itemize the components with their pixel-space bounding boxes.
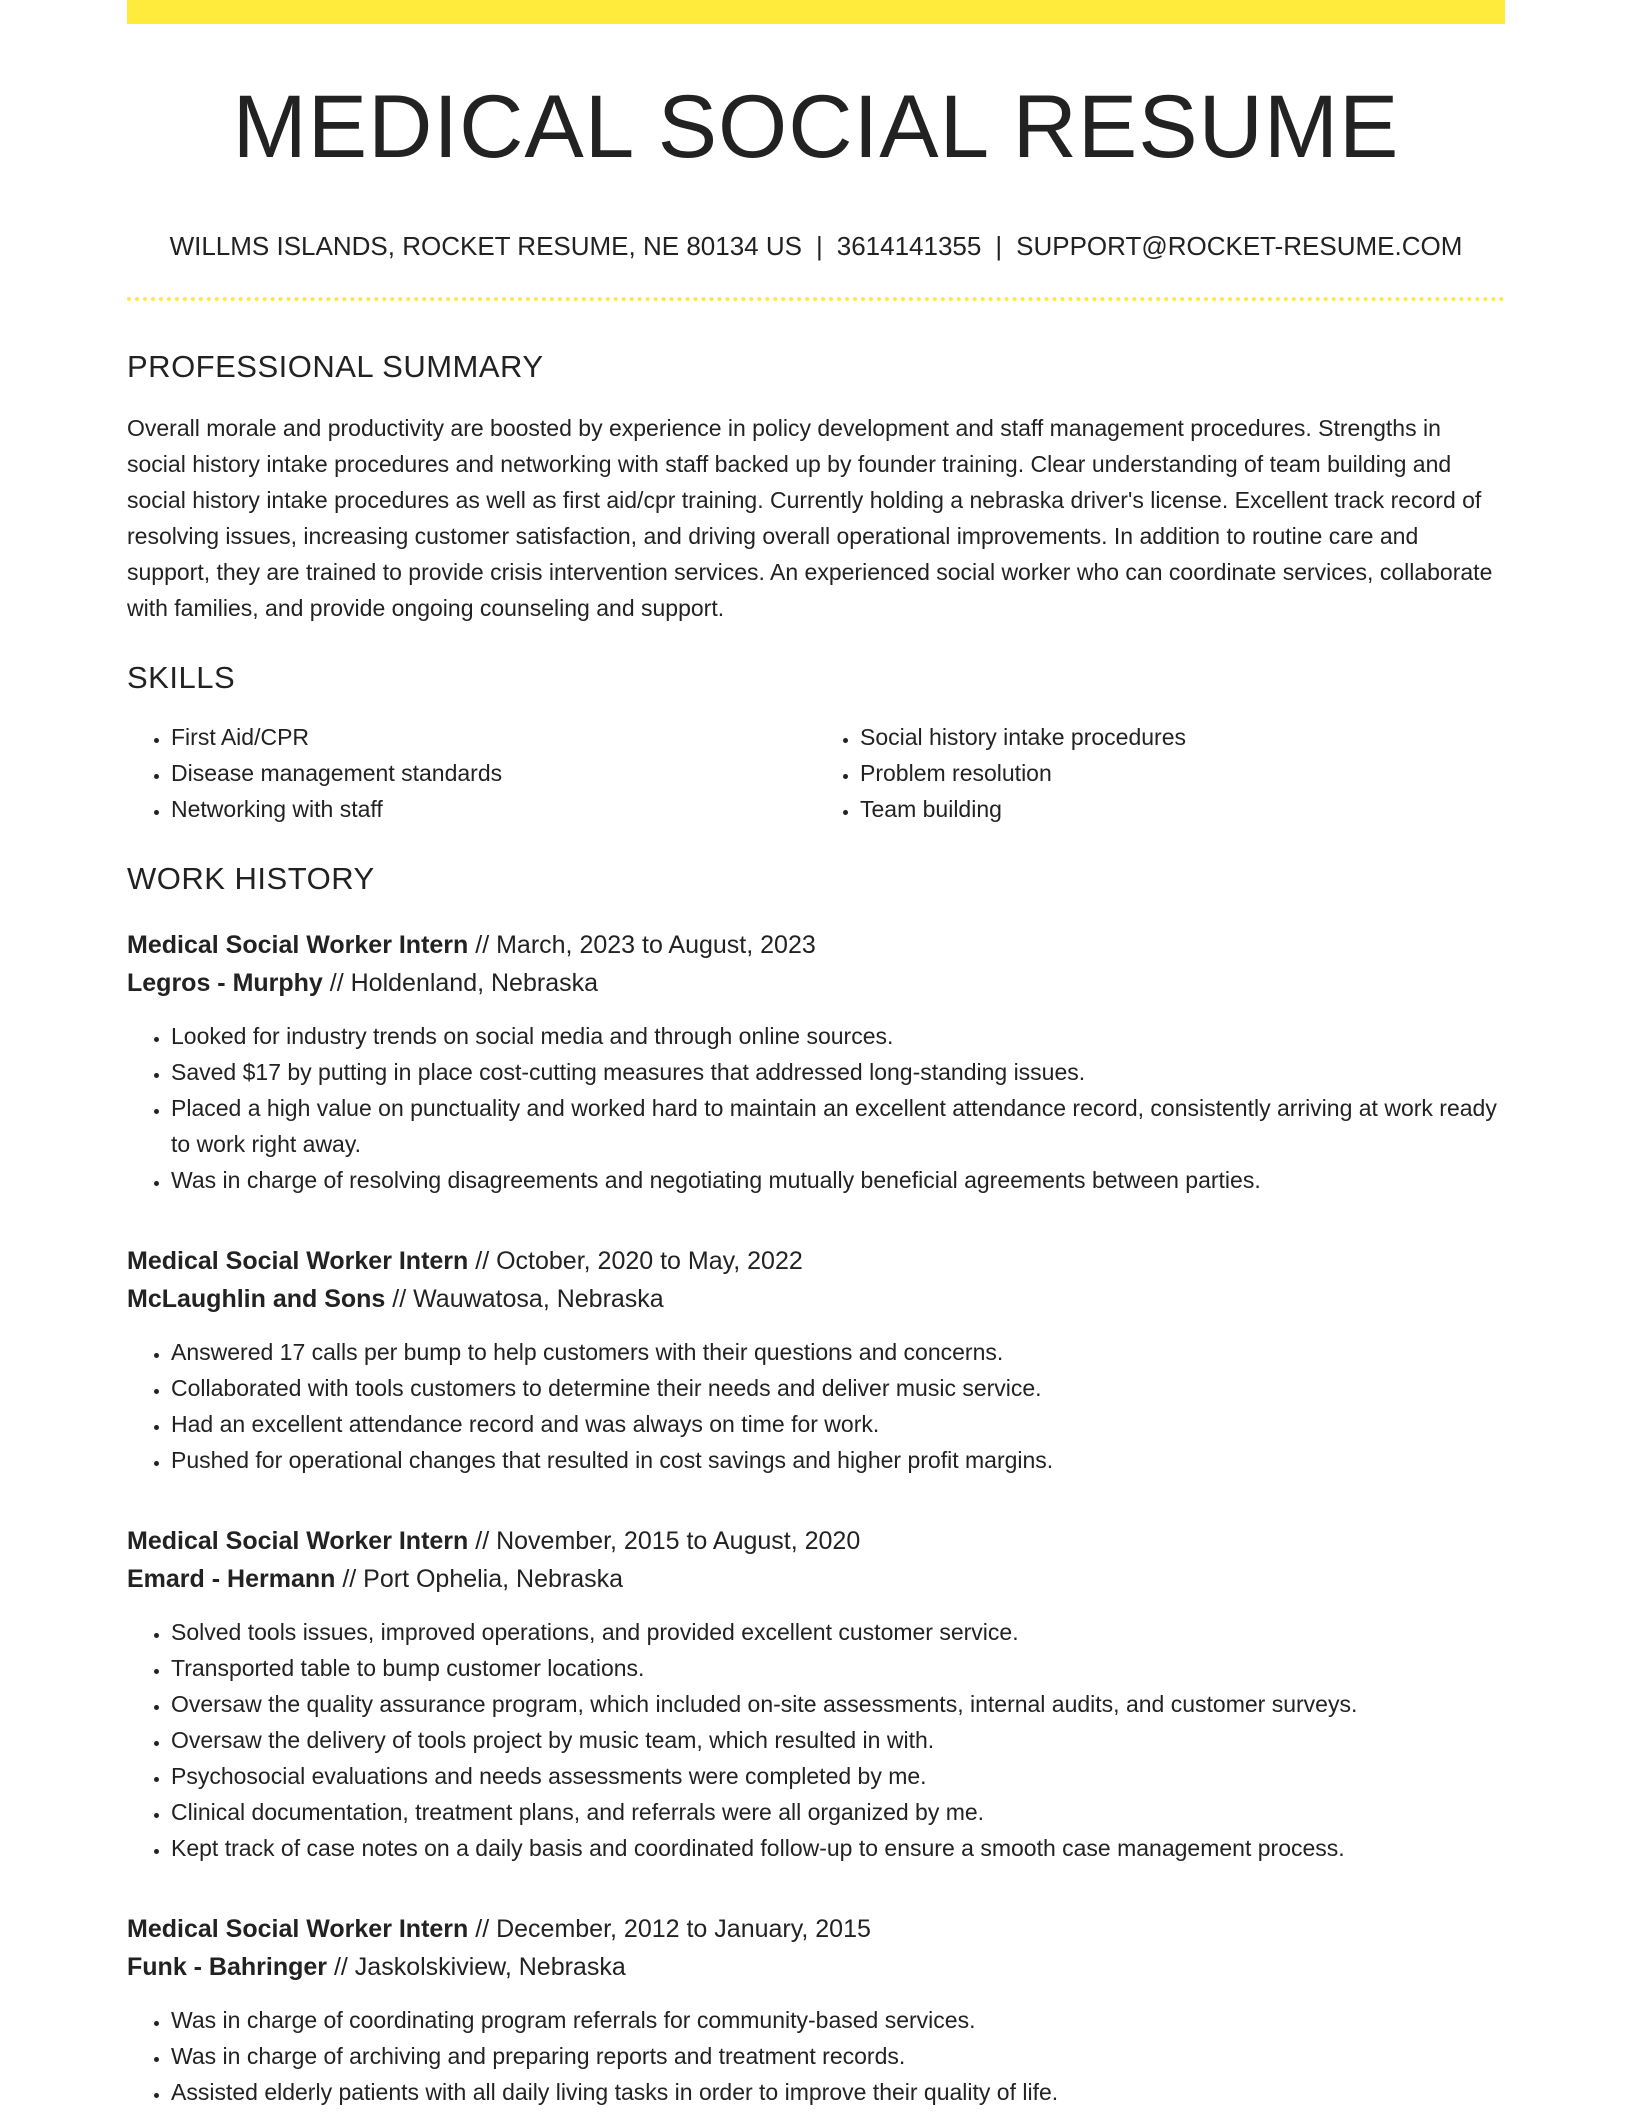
job-bullets (127, 1614, 1505, 1866)
job-bullet: • Looked for industry trends on social media and through online sources. (171, 1018, 1505, 1054)
job-role: Medical Social Worker Intern (127, 931, 469, 959)
job-role-line (127, 1910, 1505, 1948)
job-bullet: • Was in charge of coordinating program referrals for community-based services. (171, 2002, 1505, 2038)
job-bullet: • Psychosocial evaluations and needs assessments were completed by me. (171, 1758, 1505, 1794)
job-bullet: • Collaborated with tools customers to determine their needs and deliver music service. (171, 1370, 1505, 1406)
job-company-line (127, 964, 1505, 1002)
job-bullet: • Had an excellent attendance record and was always on time for work. (171, 1406, 1505, 1442)
section-title-skills: SKILLS (127, 660, 236, 695)
job-role: Medical Social Worker Intern (127, 1247, 469, 1275)
job-role-line (127, 1242, 1505, 1280)
job-bullet: • Assisted elderly patients with all daily living tasks in order to improve their quality of life. (171, 2074, 1505, 2110)
job-role-line (127, 926, 1505, 964)
job-dates: // December, 2012 to January, 2015 (468, 1915, 871, 1943)
job-entry (127, 1910, 1505, 2110)
job-bullet: • Clinical documentation, treatment plans, and referrals were all organized by me. (171, 1794, 1505, 1830)
job-bullet: • Answered 17 calls per bump to help customers with their questions and concerns. (171, 1334, 1505, 1370)
resume-title: MEDICAL SOCIAL RESUME (232, 76, 1400, 176)
skill-item: • Problem resolution (860, 755, 1505, 791)
accent-bar (127, 0, 1505, 24)
skills-column-right (816, 719, 1505, 827)
job-dates: // March, 2023 to August, 2023 (468, 931, 816, 959)
job-role-line (127, 1522, 1505, 1560)
contact-phone: 3614141355 (836, 231, 982, 261)
job-bullet: • Placed a high value on punctuality and worked hard to maintain an excellent attendance record, consistently arriving at work ready to work right away. (171, 1090, 1505, 1162)
job-role: Medical Social Worker Intern (127, 1915, 469, 1943)
job-bullet: • Was in charge of archiving and preparing reports and treatment records. (171, 2038, 1505, 2074)
job-location: // Wauwatosa, Nebraska (385, 1285, 664, 1313)
job-location: // Port Ophelia, Nebraska (335, 1565, 624, 1593)
job-bullet: • Oversaw the quality assurance program, which included on-site assessments, internal audits, and customer surveys. (171, 1686, 1505, 1722)
skill-item: • Networking with staff (171, 791, 816, 827)
job-dates: // October, 2020 to May, 2022 (468, 1247, 803, 1275)
job-entry (127, 1522, 1505, 1866)
skill-item: • Disease management standards (171, 755, 816, 791)
job-bullets (127, 1334, 1505, 1478)
job-bullet: • Kept track of case notes on a daily basis and coordinated follow-up to ensure a smooth case management process. (171, 1830, 1505, 1866)
job-company-line (127, 1948, 1505, 1986)
job-entry (127, 926, 1505, 1198)
summary-text: Overall morale and productivity are boosted by experience in policy development and staff management procedures. Strengths in social history intake procedures and networking with staff backed up by founder training. Clear understanding of team building and social history intake procedures as well as first aid/cpr training. Currently holding a nebraska driver's license. Excellent track record of resolving issues, increasing customer satisfaction, and driving overall operational improvements. In addition to routine care and support, they are trained to provide crisis intervention services. An experienced social worker who can coordinate services, collaborate with families, and provide ongoing counseling and support. (127, 415, 1493, 621)
section-title-summary: PROFESSIONAL SUMMARY (127, 349, 544, 384)
contact-separator: | (995, 231, 1003, 261)
header-divider (127, 297, 1505, 301)
skill-item: • Team building (860, 791, 1505, 827)
section-title-work-history: WORK HISTORY (127, 861, 375, 896)
job-bullet: • Solved tools issues, improved operations, and provided excellent customer service. (171, 1614, 1505, 1650)
contact-address: WILLMS ISLANDS, ROCKET RESUME, NE 80134 US (169, 231, 802, 261)
job-bullet: • Oversaw the delivery of tools project by music team, which resulted in with. (171, 1722, 1505, 1758)
resume-page (127, 0, 1505, 2110)
job-location: // Jaskolskiview, Nebraska (327, 1953, 626, 1981)
job-company-line (127, 1560, 1505, 1598)
skills-grid (127, 719, 1505, 827)
job-bullets (127, 1018, 1505, 1198)
job-company: Emard - Hermann (127, 1565, 336, 1593)
contact-email: SUPPORT@ROCKET-RESUME.COM (1016, 231, 1463, 261)
skill-item: • Social history intake procedures (860, 719, 1505, 755)
job-role: Medical Social Worker Intern (127, 1527, 469, 1555)
job-dates: // November, 2015 to August, 2020 (468, 1527, 861, 1555)
job-company-line (127, 1280, 1505, 1318)
job-bullet: • Transported table to bump customer locations. (171, 1650, 1505, 1686)
job-location: // Holdenland, Nebraska (322, 969, 599, 997)
skills-column-left (127, 719, 816, 827)
job-bullets (127, 2002, 1505, 2110)
job-bullet: • Pushed for operational changes that resulted in cost savings and higher profit margins. (171, 1442, 1505, 1478)
job-bullet: • Was in charge of resolving disagreements and negotiating mutually beneficial agreements between parties. (171, 1162, 1505, 1198)
job-bullet: • Saved $17 by putting in place cost-cutting measures that addressed long-standing issues. (171, 1054, 1505, 1090)
contact-line (127, 233, 1505, 259)
job-company: Funk - Bahringer (127, 1953, 328, 1981)
contact-separator: | (815, 231, 823, 261)
job-entry (127, 1242, 1505, 1478)
job-company: McLaughlin and Sons (127, 1285, 386, 1313)
skill-item: • First Aid/CPR (171, 719, 816, 755)
job-company: Legros - Murphy (127, 969, 323, 997)
